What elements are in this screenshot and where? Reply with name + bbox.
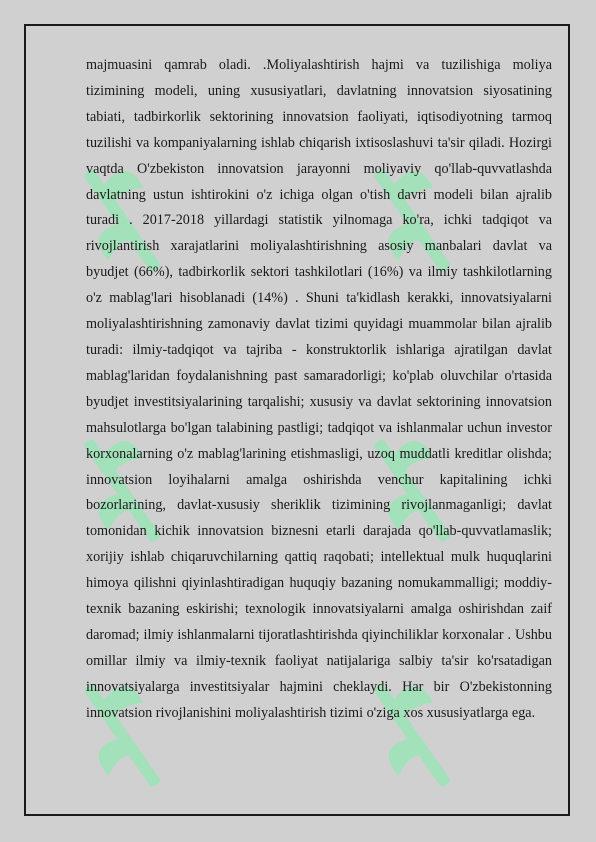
body-paragraph: majmuasini qamrab oladi. .Moliyalashtirish hajmi va tuzilishiga moliya tizimining modeli, uning xususiyatlari, davlatning innovatsion siyosatining tabiati, tadbirkorlik sektorining innovatsion faoliyati, iqtisodiyotning tarmoq tuzilishi va kompaniyalarning ishlab chiqarish ixtisoslashuvi ta'sir qiladi. Hozirgi vaqtda O'zbekiston innovatsion jarayonni moliyaviy qo'llab-quvvatlashda davlatning ustun ishtirokini o'z ichiga olgan o'tish davri modeli bilan ajralib turadi . 2017-2018 yillardagi statistik yilnomaga ko'ra, ichki tadqiqot va rivojlantirish xarajatlarini moliyalashtirishning asosiy manbalari davlat va byudjet (66%), tadbirkorlik sektori tashkilotlari (16%) va ilmiy tashkilotlarning o'z mablag'lari hisoblanadi (14%) . Shuni ta'kidlash kerakki, innovatsiyalarni moliyalashtirishning zamonaviy davlat tizimi quyidagi muammolar bilan ajralib turadi: ilmiy-tadqiqot va tajriba - konstruktorlik ishlariga ajratilgan davlat mablag'laridan foydalanishning past samaradorligi; ko'plab oluvchilar o'rtasida byudjet investitsiyalarining tarqalishi; xususiy va davlat sektorining innovatsion mahsulotlarga bo'lgan talabining pastligi; tadqiqot va ishlanmalar uchun investor korxonalarning o'z mablag'larining etishmasligi, uzoq muddatli kreditlar olishda; innovatsion loyihalarni amalga oshirishda venchur kapitalining ichki bozorlarining, davlat-xususiy sheriklik tizimining rivojlanmaganligi; davlat tomonidan kichik innovatsion biznesni etarli darajada qo'llab-quvvatlamaslik; xorijiy ishlab chiqaruvchilarning qattiq raqobati; intellektual mulk huquqlarini himoya qilishni qiyinlashtiradigan huquqiy bazaning nomukammalligi; moddiy-texnik bazaning eskirishi; texnologik innovatsiyalarni amalga oshirishdan zaif daromad; ilmiy ishlanmalarni tijoratlashtirishda qiyinchiliklar korxonalar . Ushbu omillar ilmiy va ilmiy-texnik faoliyat natijalariga salbiy ta'sir ko'rsatadigan innovatsiyalarga investitsiyalar hajmini cheklaydi. Har bir O'zbekistonning innovatsion rivojlanishini moliyalashtirish tizimi o'ziga xos xususiyatlarga ega. (86, 57, 552, 721)
